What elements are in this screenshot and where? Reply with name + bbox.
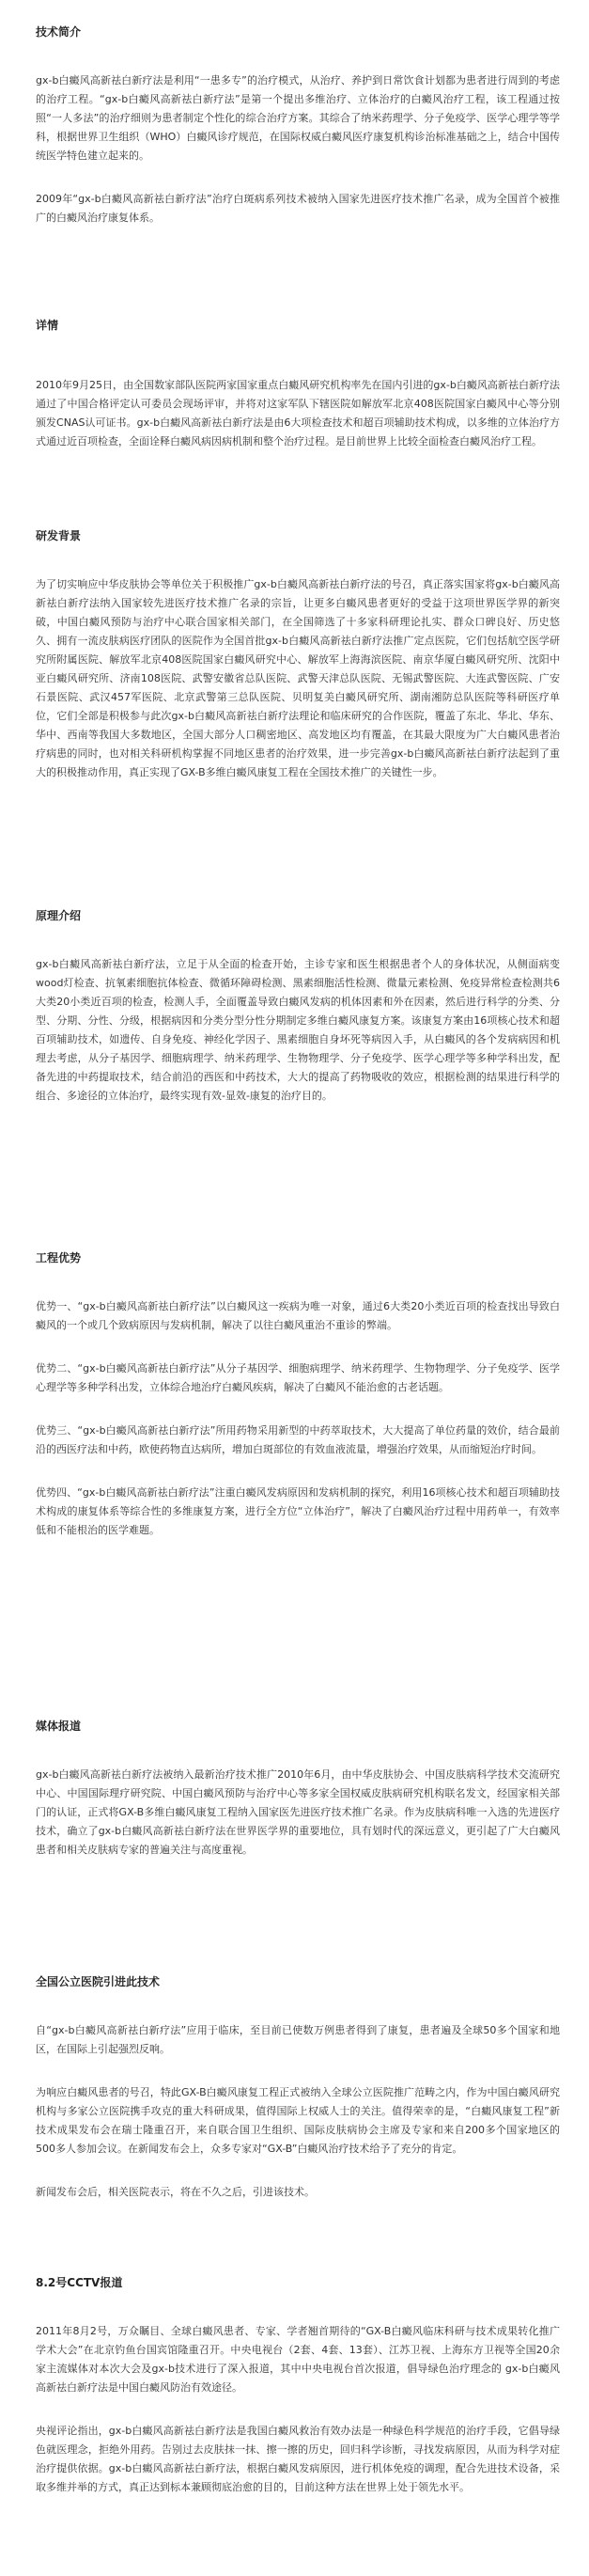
- section-hospitals: [36, 1972, 560, 2202]
- paragraph: gx-b白癜风高新祛白新疗法被纳入最新治疗技术推广2010年6月，由中华皮肤协会、中国皮肤病科学技术交流研究中心、中国国际理疗研究院、中国白癜风预防与治疗中心等多家全国权威皮肤病研究机构联名发文，经国家相关部门的认证，正式将GX-B多维白癜风康复工程纳入国家医先进医疗技术推广名录。作为皮肤病科唯一入选的先进医疗技术，确立了gx-b白癜风高新祛白新疗法在世界医学界的重要地位，具有划时代的深远意义，更引起了广大白癜风患者和相关皮肤病专家的普遍关注与高度重视。: [36, 1768, 560, 1856]
- paragraph: 新闻发布会后，相关医院表示，将在不久之后，引进该技术。: [36, 2186, 315, 2198]
- advantage-item: 优势二、“gx-b白癜风高新祛白新疗法”从分子基因学、细胞病理学、纳米药理学、生物物理学、分子免疫学、医学心理学等多种学科出发，立体综合地治疗白癜风疾病，解决了白癜风不能治愈的古老话题。: [36, 1362, 560, 1393]
- section-title: 研发背景: [36, 529, 82, 542]
- paragraph: 2011年8月2号，万众瞩目、全球白癜风患者、专家、学者翘首期待的“GX-B白癜风临床科研与技术成果转化推广学术大会”在北京钓鱼台国宾馆隆重召开。中央电视台（2套、4套、13套）、江苏卫视、上海东方卫视等全国20余家主流媒体对本次大会及gx-b技术进行了深入报道，其中中央电视台首次报道，倡导绿色治疗理念的 gx-b白癜风高新祛白新疗法是中国白癜风防治有效途径。: [36, 2325, 560, 2394]
- paragraph: gx-b白癜风高新祛白新疗法，立足于从全面的检查开始，主诊专家和医生根据患者个人的身体状况，从侧面病变wood灯检查、抗氧素细胞抗体检查、微循环障碍检测、黑素细胞活性检测、微量元素检测、免疫异常检查检测共6大类20小类近百项的检查，检测人手，全面覆盖导致白癜风发病的机体因素和外在因素，然后进行科学的分类、分型、分期、分性、分级，根据病因和分类分型分性分期制定多维白癜风康复方案。该康复方案由16项核心技术和超百项辅助技术，如遗传、自身免疫、神经化学因子、黑素细胞自身坏死等病因入手，从白癜风的各个发病病因和机理去考虑，从分子基因学、细胞病理学、纳米药理学、生物物理学、分子免疫学、医学心理学等多种学科出发，配备先进的中药提取技术，结合前沿的西医和中药技术，大大的提高了药物吸收的效应，根据检测的结果进行科学的组合、多途径的立体治疗，最终实现有效-显效-康复的治疗目的。: [36, 958, 560, 1102]
- paragraph: 为了切实响应中华皮肤协会等单位关于积极推广gx-b白癜风高新祛白新疗法的号召，真正落实国家将gx-b白癜风高新祛白新疗法纳入国家较先进医疗技术推广名录的宗旨，让更多白癜风患者更好的受益于这项世界医学界的新突破，中国白癜风预防与治疗中心联合国家相关部门，在全国筛选了十多家科研理论扎实、群众口碑良好、历史悠久、拥有一流皮肤病医疗团队的医院作为全国首批gx-b白癜风高新祛白新疗法推广定点医院，它们包括航空医学研究所附属医院、解放军北京408医院国家白癜风研究中心、解放军上海海滨医院、南京华厦白癜风研究所、沈阳中亚白癜风研究所、济南108医院、武警安徽省总队医院、武警天津总队医院、无锡武警医院、大连武警医院、广安石景医院、武汉457军医院、北京武警第三总队医院、贝明复美白癜风研究所、湖南湘防总队医院等科研医疗单位，它们全部是积极参与此次gx-b白癜风高新祛白新疗法理论和临床研究的合作医院，覆盖了东北、华北、华东、华中、西南等我国大多数地区，全国大部分人口稠密地区、高发地区均有覆盖，在其最大限度为广大白癜风患者治疗病患的同时，也对相关科研机构掌握不同地区患者的治疗效果，进一步完善gx-b白癜风高新祛白新疗法起到了重大的积极推动作用，真正实现了GX-B多维白癜风康复工程在全国技术推广的关键性一步。: [36, 578, 560, 778]
- section-title: 详情: [36, 319, 59, 332]
- section-title: 技术简介: [36, 25, 82, 39]
- section-background: [36, 526, 560, 782]
- section-title: 工程优势: [36, 1251, 82, 1264]
- section-intro: [36, 23, 560, 228]
- section-principle: [36, 906, 560, 1106]
- section-cctv: [36, 2273, 560, 2497]
- paragraph: 自“gx-b白癜风高新祛白新疗法”应用于临床，至目前已使数万例患者得到了康复，患者遍及全球50多个国家和地区，在国际上引起强烈反响。: [36, 2024, 560, 2055]
- paragraph: 2010年9月25日，由全国数家部队医院两家国家重点白癜风研究机构率先在国内引进的gx-b白癜风高新祛白新疗法通过了中国合格评定认可委员会现场评审，并将对这家军队下辖医院如解放军北京408医院国家白癜风中心等分别颁发CNAS认可证书。gx-b白癜风高新祛白新疗法是由6大项检查技术和超百项辅助技术构成，以多维的立体治疗方式通过近百项检查，全面诠释白癜风病因病机制和整个治疗过程。是目前世界上比较全面检查白癜风治疗工程。: [36, 379, 560, 448]
- section-title: 全国公立医院引进此技术: [36, 1975, 161, 1988]
- section-title: 媒体报道: [36, 1720, 82, 1733]
- paragraph: 2009年“gx-b白癜风高新祛白新疗法”治疗白斑病系列技术被纳入国家先进医疗技术推广名录，成为全国首个被推广的白癜风治疗康复体系。: [36, 193, 560, 224]
- section-media: [36, 1717, 560, 1860]
- advantage-item: 优势一、“gx-b白癜风高新祛白新疗法”以白癜风这一疾病为唯一对象，通过6大类20小类近百项的检查找出导致白癜风的一个或几个致病原因与发病机制，解决了以往白癜风重治不重诊的弊端。: [36, 1300, 560, 1331]
- section-details: [36, 316, 560, 451]
- section-advantages: [36, 1249, 560, 1540]
- advantage-item: 优势三、“gx-b白癜风高新祛白新疗法”所用药物采用新型的中药萃取技术，大大提高了单位药量的效价，结合最前沿的西医疗法和中药，欧使药物直达病所，增加白斑部位的有效血液流量，增强治疗效果，从而缩短治疗时间。: [36, 1424, 560, 1455]
- section-title: 原理介绍: [36, 909, 82, 922]
- paragraph: gx-b白癜风高新祛白新疗法是利用“一患多专”的治疗模式，从治疗、养护到日常饮食计划都为患者进行周到的考虑的治疗工程。“gx-b白癜风高新祛白新疗法”是第一个提出多维治疗、立体治疗的白癜风治疗工程，该工程通过按照“一人多法”的治疗细则为患者制定个性化的综合治疗方案。其综合了纳米药理学、分子免疫学、医学心理学等学科，根据世界卫生组织（WHO）白癜风诊疗规范，在国际权威白癜风医疗康复机构诊治标准基础之上，结合中国传统医学特色建立起来的。: [36, 74, 560, 162]
- advantage-item: 优势四、“gx-b白癜风高新祛白新疗法”注重白癜风发病原因和发病机制的探究，利用16项核心技术和超百项辅助技术构成的康复体系等综合性的多维康复方案，进行全方位“立体治疗”，解决了白癜风治疗过程中用药单一，有效率低和不能根治的医学难题。: [36, 1486, 560, 1536]
- paragraph: 央视评论指出，gx-b白癜风高新祛白新疗法是我国白癜风救治有效办法是一种绿色科学规范的治疗手段，它倡导绿色就医理念，拒绝外用药。告别过去皮肤抹一抹、擦一擦的历史，回归科学诊断，寻找发病原因，从而为科学对症治疗提供依据。gx-b白癜风高新祛白新疗法，根据白癜风发病原因，进行机体免疫的调理，配合先进技术设备，采取多维并举的方式，真正达到标本兼顾彻底治愈的目的，目前这种方法在世界上处于领先水平。: [36, 2425, 560, 2493]
- section-title: 8.2号CCTV报道: [36, 2276, 123, 2289]
- paragraph: 为响应白癜风患者的号召，特此GX-B白癜风康复工程正式被纳入全球公立医院推广范畴之内，作为中国白癜风研究机构与多家公立医院携手攻克的重大科研成果，值得国际上权威人士的关注。值得荣幸的是，“白癜风康复工程”新技术成果发布会在瑞士隆重召开，来自联合国卫生组织、国际皮肤病协会主席及专家和来自200多个国家地区的500多人参加会议。在新闻发布会上，众多专家对“GX-B”白癜风治疗技术给予了充分的肯定。: [36, 2086, 560, 2155]
